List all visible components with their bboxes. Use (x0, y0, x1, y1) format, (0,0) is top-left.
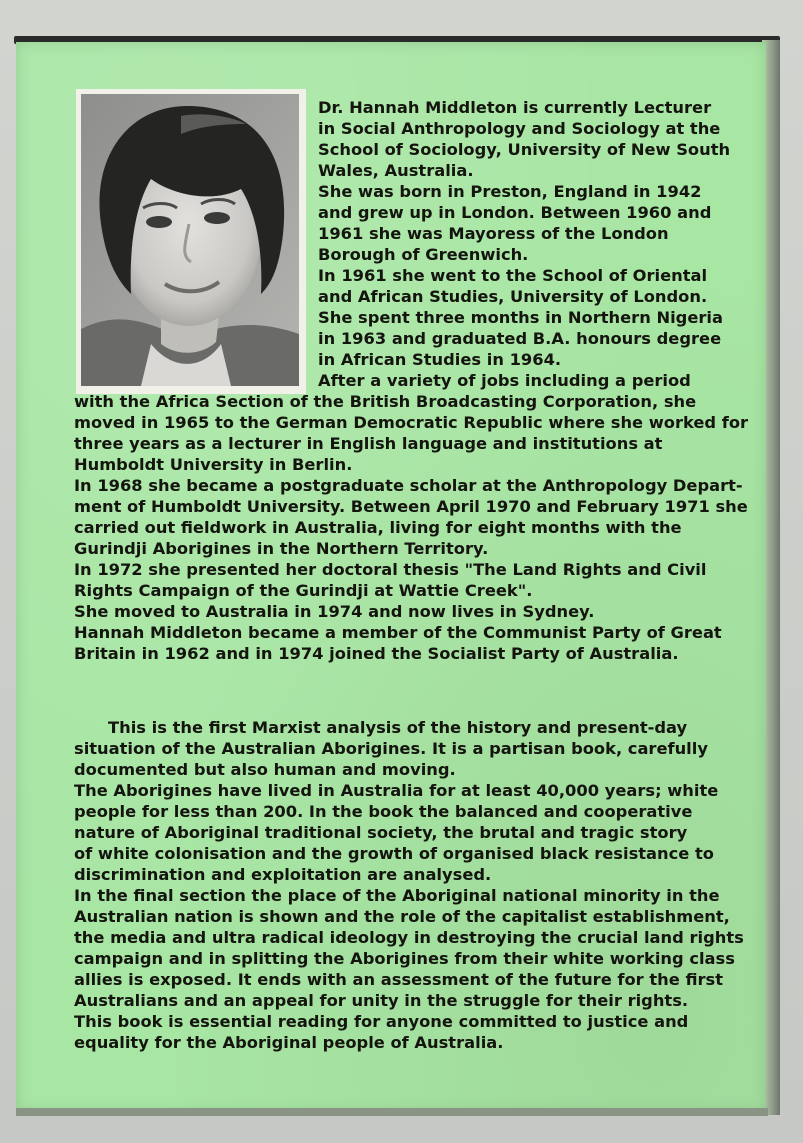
book-blurb (74, 717, 744, 1053)
blurb-line: Australian nation is shown and the role of the capitalist establishment, (74, 907, 730, 926)
blurb-line: discrimination and exploitation are analysed. (74, 865, 492, 884)
blurb-line: allies is exposed. It ends with an assessment of the future for the first (74, 970, 724, 989)
bio-line: Gurindji Aborigines in the Northern Territory. (74, 539, 489, 558)
bio-line: 1961 she was Mayoress of the London (318, 224, 669, 243)
blurb-line: situation of the Australian Aborigines. It is a partisan book, carefully (74, 739, 708, 758)
bio-line: in Social Anthropology and Sociology at the (318, 119, 721, 138)
bio-line: in African Studies in 1964. (318, 350, 562, 369)
bio-line: In 1968 she became a postgraduate scholar at the Anthropology Depart- (74, 476, 743, 495)
blurb-line: This is the first Marxist analysis of the history and present-day (108, 718, 688, 737)
author-bio-beside-photo (318, 97, 730, 391)
bio-line: Britain in 1962 and in 1974 joined the Socialist Party of Australia. (74, 644, 679, 663)
bio-line: She spent three months in Northern Nigeria (318, 308, 723, 327)
cover-bottom-edge (16, 1108, 768, 1116)
bio-line: moved in 1965 to the German Democratic Republic where she worked for (74, 413, 749, 432)
blurb-line: campaign and in splitting the Aborigines from their white working class (74, 949, 735, 968)
bio-line: School of Sociology, University of New South (318, 140, 731, 159)
blurb-line: the media and ultra radical ideology in destroying the crucial land rights (74, 928, 744, 947)
bio-line: She was born in Preston, England in 1942 (318, 182, 702, 201)
bio-line: In 1961 she went to the School of Oriental (318, 266, 708, 285)
blurb-line: of white colonisation and the growth of organised black resistance to (74, 844, 714, 863)
bio-line: ment of Humboldt University. Between April 1970 and February 1971 she (74, 497, 748, 516)
bio-line: in 1963 and graduated B.A. honours degree (318, 329, 722, 348)
blurb-line: nature of Aboriginal traditional society, the brutal and tragic story (74, 823, 688, 842)
bio-line: Rights Campaign of the Gurindji at Wattie Creek". (74, 581, 533, 600)
bio-line: Dr. Hannah Middleton is currently Lecturer (318, 98, 712, 117)
blurb-line: In the final section the place of the Aboriginal national minority in the (74, 886, 720, 905)
bio-line: carried out fieldwork in Australia, living for eight months with the (74, 518, 682, 537)
blurb-line: This book is essential reading for anyone committed to justice and (74, 1012, 689, 1031)
bio-line: She moved to Australia in 1974 and now lives in Sydney. (74, 602, 595, 621)
blurb-line: people for less than 200. In the book the balanced and cooperative (74, 802, 693, 821)
author-portrait-image (81, 94, 299, 386)
bio-line: three years as a lecturer in English language and institutions at (74, 434, 663, 453)
blurb-line: The Aborigines have lived in Australia for at least 40,000 years; white (74, 781, 719, 800)
blurb-line: documented but also human and moving. (74, 760, 456, 779)
bio-line: Hannah Middleton became a member of the Communist Party of Great (74, 623, 722, 642)
bio-line: After a variety of jobs including a period (318, 371, 691, 390)
bio-line: Humboldt University in Berlin. (74, 455, 353, 474)
bio-line: In 1972 she presented her doctoral thesis "The Land Rights and Civil (74, 560, 707, 579)
bio-line: Borough of Greenwich. (318, 245, 529, 264)
author-bio-full-width (74, 391, 748, 664)
bio-line: Wales, Australia. (318, 161, 474, 180)
bio-line: with the Africa Section of the British Broadcasting Corporation, she (74, 392, 697, 411)
author-photo-frame (76, 89, 306, 394)
bio-line: and grew up in London. Between 1960 and (318, 203, 712, 222)
blurb-line: equality for the Aboriginal people of Australia. (74, 1033, 504, 1052)
blurb-line: Australians and an appeal for unity in the struggle for their rights. (74, 991, 689, 1010)
author-photo (81, 94, 299, 386)
bio-line: and African Studies, University of London. (318, 287, 708, 306)
